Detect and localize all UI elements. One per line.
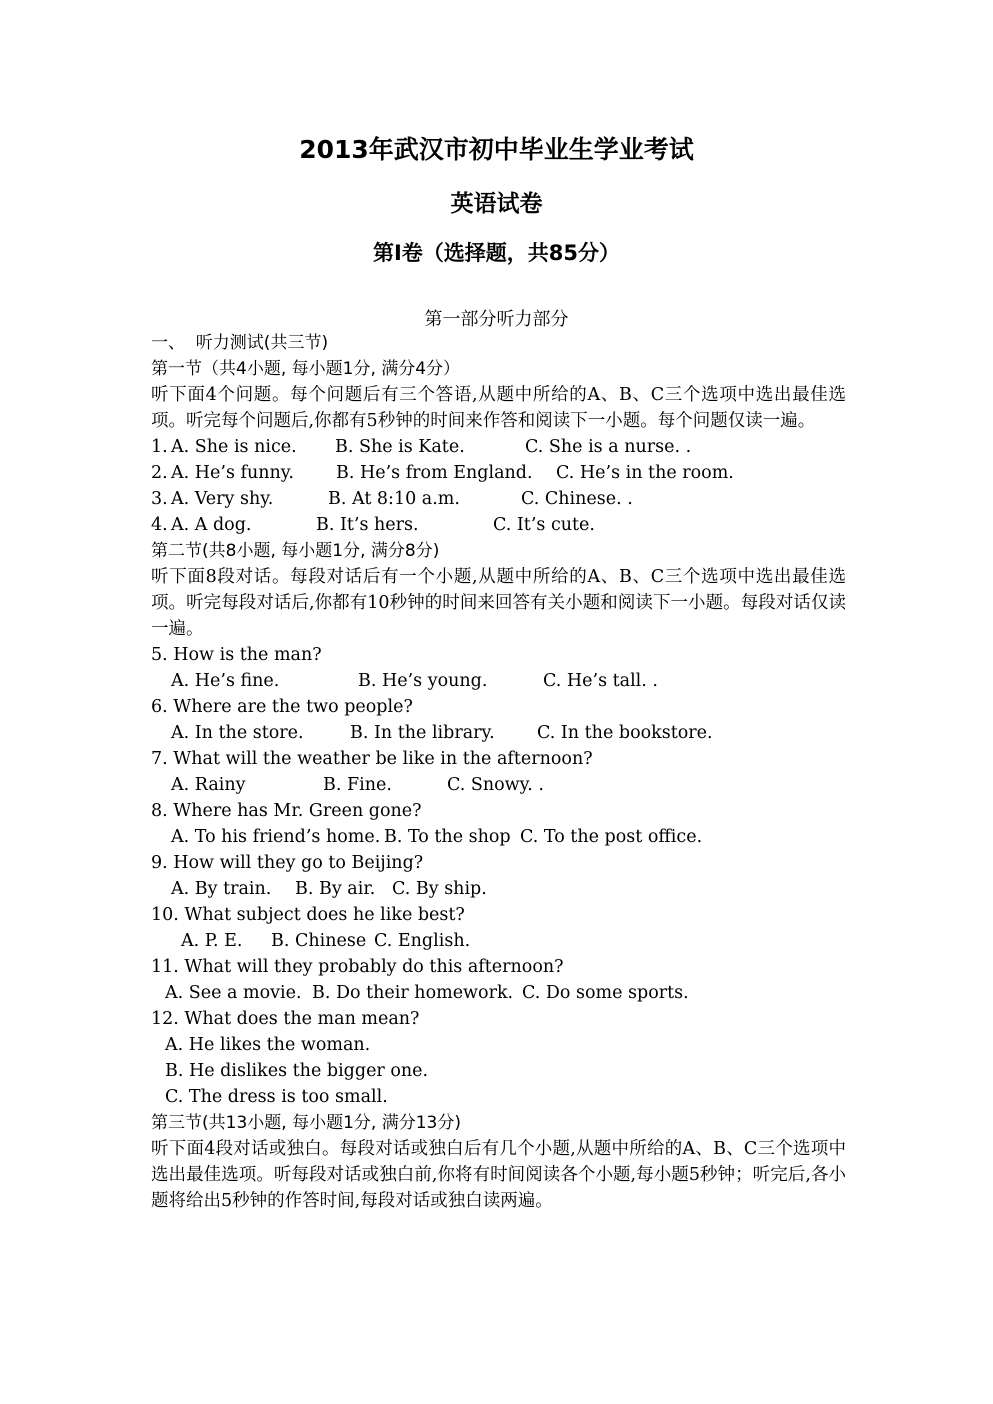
option-c: C. It’s cute. <box>493 515 595 535</box>
listening-heading: 一、 听力测试(共三节) <box>151 333 329 353</box>
option-a: A. Rainy <box>171 775 246 795</box>
question-9-options <box>151 876 846 902</box>
section1-instructions: 听下面4个问题。每个问题后有三个答语,从题中所给的A、B、C三个选项中选出最佳选项。听完每个问题后,你都有5秒钟的时间来作答和阅读下一小题。每个问题仅读一遍。 <box>151 385 846 431</box>
section3-heading: 第三节(共13小题, 每小题1分, 满分13分) <box>151 1113 461 1133</box>
option-b: B. Chinese <box>271 931 367 951</box>
question-5: 5. How is the man? <box>151 645 322 665</box>
option-c: C. Chinese. . <box>521 489 633 509</box>
option-a: A. He likes the woman. <box>165 1035 371 1055</box>
question-3 <box>151 486 846 512</box>
exam-title: 2013年武汉市初中毕业生学业考试 <box>299 135 694 164</box>
question-2 <box>151 460 846 486</box>
option-b: B. He’s from England. <box>336 463 533 483</box>
option-a: A. P. E. <box>181 931 243 951</box>
option-a: A. Very shy. <box>171 489 274 509</box>
option-b: B. To the shop <box>384 827 511 847</box>
question-number: 4. <box>151 515 168 535</box>
question-number: 3. <box>151 489 168 509</box>
question-9: 9. How will they go to Beijing? <box>151 853 424 873</box>
option-b: B. At 8:10 a.m. <box>328 489 460 509</box>
question-7-options <box>151 772 846 798</box>
question-7: 7. What will the weather be like in the afternoon? <box>151 749 593 769</box>
question-4 <box>151 512 846 538</box>
option-b: B. She is Kate. <box>335 437 465 457</box>
question-number: 1. <box>151 437 168 457</box>
exam-subtitle: 英语试卷 <box>450 191 543 217</box>
option-a: A. In the store. <box>171 723 304 743</box>
option-b: B. By air. <box>295 879 376 899</box>
option-c: C. She is a nurse. . <box>525 437 692 457</box>
question-11-options <box>151 980 846 1006</box>
option-a: A. He’s fine. <box>171 671 280 691</box>
option-c: C. He’s in the room. <box>556 463 734 483</box>
option-c: C. Do some sports. <box>522 983 689 1003</box>
option-b: B. He’s young. <box>358 671 488 691</box>
question-10-options <box>151 928 846 954</box>
listening-content <box>151 330 846 1214</box>
option-a: A. See a movie. <box>165 983 302 1003</box>
option-c: C. The dress is too small. <box>165 1087 388 1107</box>
section3-instructions: 听下面4段对话或独白。每段对话或独白后有几个小题,从题中所给的A、B、C三个选项中选出最佳选项。听每段对话或独白前,你将有时间阅读各个小题,每小题5秒钟；听完后,各小题将给出5秒钟的作答时间,每段对话或独白读两遍。 <box>151 1139 846 1211</box>
volume-heading: 第Ⅰ卷（选择题，共85分） <box>372 241 621 265</box>
part-heading: 第一部分听力部分 <box>424 309 569 330</box>
question-8: 8. Where has Mr. Green gone? <box>151 801 422 821</box>
option-c: C. To the post office. <box>520 827 703 847</box>
section2-instructions: 听下面8段对话。每段对话后有一个小题,从题中所给的A、B、C三个选项中选出最佳选项。听完每段对话后,你都有10秒钟的时间来回答有关小题和阅读下一小题。每段对话仅读一遍。 <box>151 567 846 639</box>
question-8-options <box>151 824 846 850</box>
question-6: 6. Where are the two people? <box>151 697 413 717</box>
question-6-options <box>151 720 846 746</box>
option-b: B. Fine. <box>323 775 392 795</box>
option-b: B. In the library. <box>350 723 495 743</box>
option-c: C. By ship. <box>392 879 487 899</box>
question-number: 2. <box>151 463 168 483</box>
option-b: B. It’s hers. <box>316 515 419 535</box>
option-c: C. In the bookstore. <box>537 723 713 743</box>
option-b: B. He dislikes the bigger one. <box>165 1061 429 1081</box>
question-12: 12. What does the man mean? <box>151 1009 420 1029</box>
option-a: A. A dog. <box>171 515 252 535</box>
option-a: A. She is nice. <box>171 437 297 457</box>
question-1 <box>151 434 846 460</box>
question-5-options <box>151 668 846 694</box>
option-c: C. English. <box>374 931 471 951</box>
question-10: 10. What subject does he like best? <box>151 905 465 925</box>
option-c: C. He’s tall. . <box>543 671 658 691</box>
option-a: A. To his friend’s home. <box>171 827 381 847</box>
section2-heading: 第二节(共8小题, 每小题1分, 满分8分) <box>151 541 440 561</box>
question-11: 11. What will they probably do this afternoon? <box>151 957 564 977</box>
section1-heading: 第一节（共4小题, 每小题1分, 满分4分） <box>151 359 461 379</box>
option-c: C. Snowy. . <box>447 775 544 795</box>
option-b: B. Do their homework. <box>312 983 514 1003</box>
option-a: A. By train. <box>171 879 272 899</box>
option-a: A. He’s funny. <box>171 463 294 483</box>
